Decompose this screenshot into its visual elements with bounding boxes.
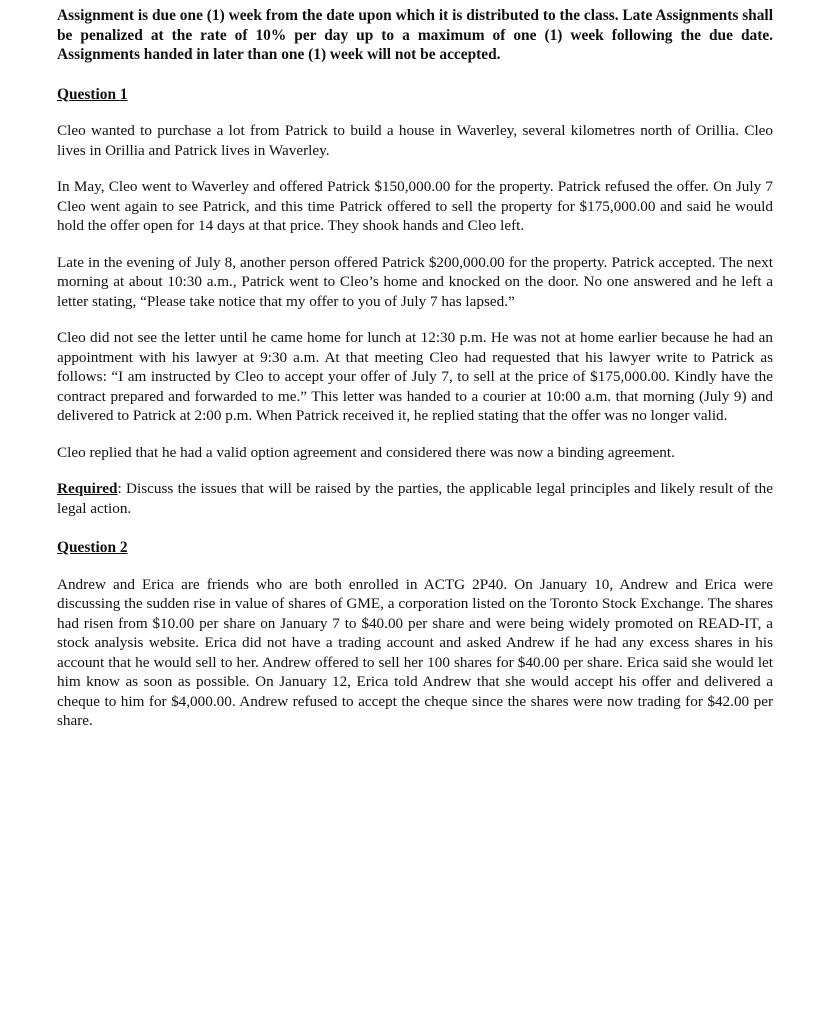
spacer bbox=[57, 104, 773, 121]
spacer bbox=[57, 426, 773, 443]
question-2-heading: Question 2 bbox=[57, 539, 128, 556]
required-text: : Discuss the issues that will be raised by the parties, the applicable legal principles and likely result of the legal action. bbox=[57, 480, 773, 517]
question-2-paragraph: Andrew and Erica are friends who are both enrolled in ACTG 2P40. On January 10, Andrew and Erica were discussing the sudden rise in value of shares of GME, a corporation listed on the Toronto Stock Exchange. The shares had risen from $10.00 per share on January 7 to $40.00 per share and were being widely promoted on READ-IT, a stock analysis website. Erica did not have a trading account and asked Andrew if he had any excess shares in his account that he would sell to her. Andrew offered to sell her 100 shares for $40.00 per share. Erica said she would let him know as soon as possible. On January 12, Erica told Andrew that she would accept his offer and delivered a cheque to him for $4,000.00. Andrew refused to accept the cheque since the shares were now trading for $42.00 per share. bbox=[57, 575, 773, 729]
spacer bbox=[57, 160, 773, 177]
question-1-paragraph: Cleo wanted to purchase a lot from Patrick to build a house in Waverley, several kilometres north of Orillia. Cleo lives in Orillia and Patrick lives in Waverley. bbox=[57, 122, 773, 159]
spacer bbox=[57, 311, 773, 328]
required-label: Required bbox=[57, 480, 118, 497]
question-1-paragraph: In May, Cleo went to Waverley and offered Patrick $150,000.00 for the property. Patrick refused the offer. On July 7 Cleo went again to see Patrick, and this time Patrick offered to sell the property for $175,000.00 and said he would hold the offer open for 14 days at that price. They shook hands and Cleo left. bbox=[57, 178, 773, 234]
question-1-paragraph: Cleo replied that he had a valid option agreement and considered there was now a binding agreement. bbox=[57, 443, 675, 461]
spacer bbox=[57, 558, 773, 575]
assignment-intro: Assignment is due one (1) week from the date upon which it is distributed to the class. Late Assignments shall be penalized at the rate of 10% per day up to a maximum of one (1) week following the due date. Assignments handed in later than one (1) week will not be accepted. bbox=[57, 7, 773, 63]
question-1-paragraph: Late in the evening of July 8, another person offered Patrick $200,000.00 for the property. Patrick accepted. The next morning at about 10:30 a.m., Patrick went to Cleo’s home and knocked on the door. No one answered and he left a letter stating, “Please take notice that my offer to you of July 7 has lapsed.” bbox=[57, 253, 773, 310]
question-1-paragraph: Cleo did not see the letter until he came home for lunch at 12:30 p.m. He was not at home earlier because he had an appointment with his lawyer at 9:30 a.m. At that meeting Cleo had requested that his lawyer write to Patrick as follows: “I am instructed by Cleo to accept your offer of July 7, to sell at the price of $175,000.00. Kindly have the contract prepared and forwarded to me.” This letter was handed to a courier at 10:00 a.m. that morning (July 9) and delivered to Patrick at 2:00 p.m. When Patrick received it, he replied stating that the offer was no longer valid. bbox=[57, 329, 773, 424]
question-1-required bbox=[57, 479, 773, 518]
spacer bbox=[57, 236, 773, 253]
document-page bbox=[57, 6, 773, 731]
spacer bbox=[57, 65, 773, 85]
spacer bbox=[57, 518, 773, 538]
question-1-heading: Question 1 bbox=[57, 85, 128, 103]
spacer bbox=[57, 462, 773, 479]
